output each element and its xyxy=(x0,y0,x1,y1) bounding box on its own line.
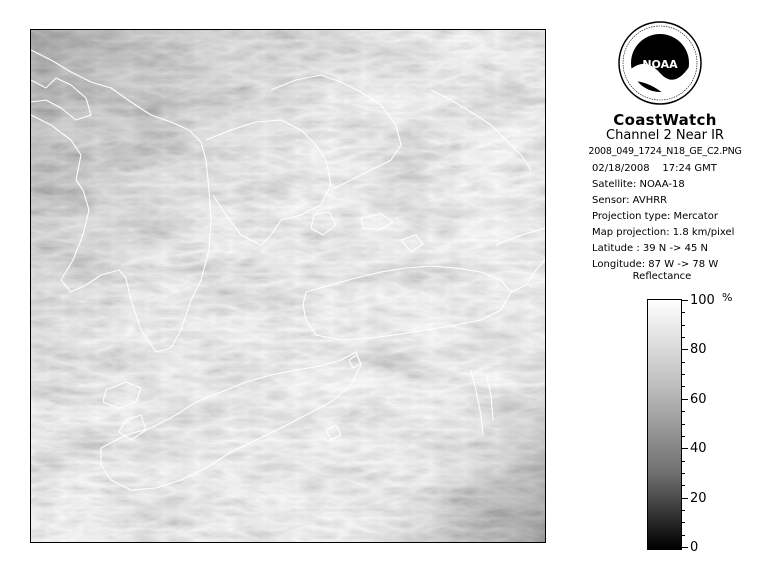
scale-minor-tick xyxy=(681,448,688,449)
scale-minor-tick xyxy=(681,510,685,511)
scale-minor-tick xyxy=(681,473,685,474)
latitude-label: Latitude : 39 N -> 45 N xyxy=(592,243,708,254)
scale-minor-tick xyxy=(681,374,685,375)
satellite-image-svg xyxy=(31,30,545,542)
product-title: CoastWatch xyxy=(613,111,717,129)
reflectance-colorbar xyxy=(647,299,682,550)
scale-tick-label: 100 xyxy=(690,293,715,308)
time-value: 17:24 GMT xyxy=(662,163,717,174)
scale-title: Reflectance xyxy=(632,271,692,282)
scale-minor-tick xyxy=(681,436,685,437)
scale-tick-label: 0 xyxy=(690,540,699,555)
scale-tick-label: 80 xyxy=(690,342,707,357)
scale-minor-tick xyxy=(681,386,685,387)
noaa-seal-icon xyxy=(618,21,702,105)
projection-label: Projection type: Mercator xyxy=(592,211,718,222)
scale-minor-tick xyxy=(681,535,685,536)
scale-minor-tick xyxy=(681,312,685,313)
scale-minor-tick xyxy=(681,337,685,338)
datetime-line xyxy=(592,163,717,174)
scale-minor-tick xyxy=(681,547,688,548)
noaa-logo-text: NOAA xyxy=(642,58,678,71)
scale-minor-tick xyxy=(681,325,685,326)
channel-label: Channel 2 Near IR xyxy=(606,128,724,143)
scale-unit: % xyxy=(722,291,733,304)
scale-minor-tick xyxy=(681,461,685,462)
scale-minor-tick xyxy=(681,362,685,363)
scale-minor-tick xyxy=(681,399,688,400)
cloud-shading xyxy=(31,30,545,542)
scale-minor-tick xyxy=(681,424,685,425)
satellite-image-map[interactable] xyxy=(30,29,546,543)
sensor-label: Sensor: AVHRR xyxy=(592,195,668,206)
scale-tick-label: 60 xyxy=(690,392,707,407)
map-projection-label: Map projection: 1.8 km/pixel xyxy=(592,227,735,238)
scale-minor-tick xyxy=(681,300,688,301)
scale-minor-tick xyxy=(681,485,685,486)
scale-minor-tick xyxy=(681,349,688,350)
scale-tick-label: 40 xyxy=(690,441,707,456)
scale-minor-tick xyxy=(681,498,688,499)
scale-tick-label: 20 xyxy=(690,491,707,506)
longitude-label: Longitude: 87 W -> 78 W xyxy=(592,259,719,270)
date-value: 02/18/2008 xyxy=(592,163,650,174)
scale-minor-tick xyxy=(681,522,685,523)
satellite-label: Satellite: NOAA-18 xyxy=(592,179,685,190)
filename-label: 2008_049_1724_N18_GE_C2.PNG xyxy=(588,146,742,157)
scale-minor-tick xyxy=(681,411,685,412)
